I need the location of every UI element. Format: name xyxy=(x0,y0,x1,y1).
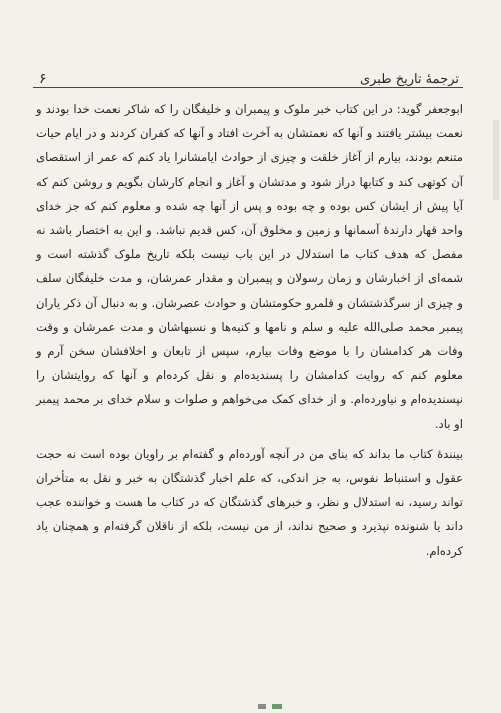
scan-logo-mark xyxy=(272,704,282,709)
running-title: ترجمهٔ تاریخ طبری xyxy=(359,72,459,87)
scan-footer-mark xyxy=(258,704,266,709)
body-text xyxy=(36,97,463,563)
page-header xyxy=(33,59,463,87)
header-rule xyxy=(33,87,463,88)
paragraph-1: ابوجعفر گوید: در این کتاب خبر ملوک و پیمبران و خلیفگان را که شاکر نعمت خدا بودند و نعمت بیشتر یافتند و آنها که نعمتشان به آخرت افتاد و آنها که کفران کردند و در ایام حیات متنعم بودند، بیارم از آغاز خلقت و چیزی از حوادث ایامشانرا یاد کنم که عمر از استقصای آن کوتهی کند و کتابها دراز شود و مدتشان و آغاز و انجام کارشان بگویم و روشن کنم که آیا پیش از ایشان کس بوده و چه بوده و پس از آنها چه شده و معلوم کنم که جز خدای واحد قهار دارندهٔ آسمانها و زمین و مخلوق آن، کس قدیم نباشد. و این به اختصار باشد نه مفصل که هدف کتاب ما استدلال در این باب نیست بلکه تاریخ ملوک گذشته است و شمه‌ای از اخبارشان و زمان رسولان و پیمبران و مقدار عمرشان، و مدت خلیفگان سلف و چیزی از سرگذشتشان و قلمرو حکومتشان و حوادث عصرشان. و به دنبال آن ذکر یاران پیمبر محمد صلی‌الله علیه و سلم و نامها و کنیه‌ها و نسبهاشان و مدت عمرشان و وقت وفات هر کدامشان را با موضع وفات بیارم، سپس از تابعان و اخلافشان سخن آرم و معلوم کنم که روایت کدامشان را پسندیده‌ام و نقل کرده‌ام و آنها که روایتشان را نپسندیده‌ام و نیاورده‌ام. و از خدای کمک می‌خواهم و صلوات و سلام خدای بر محمد پیمبر او باد. xyxy=(36,102,463,431)
page-number: ۶ xyxy=(39,71,47,87)
paper-edge-stain xyxy=(493,120,499,200)
paragraph-2: بینندهٔ کتاب ما بداند که بنای من در آنچه آورده‌ام و گفته‌ام بر راویان بوده است نه حجت عقول و استنباط نفوس، به جز اندکی، که علم اخبار گذشتگان به خبر و نقل به متأخران تواند رسید، نه استدلال و نظر، و خبرهای گذشتگان که در کتاب ما هست و خواننده عجب داند یا شنونده نپذیرد و صحیح نداند، از من نیست، بلکه از ناقلان گرفته‌ام و همچنان یاد کرده‌ام. xyxy=(36,446,463,558)
